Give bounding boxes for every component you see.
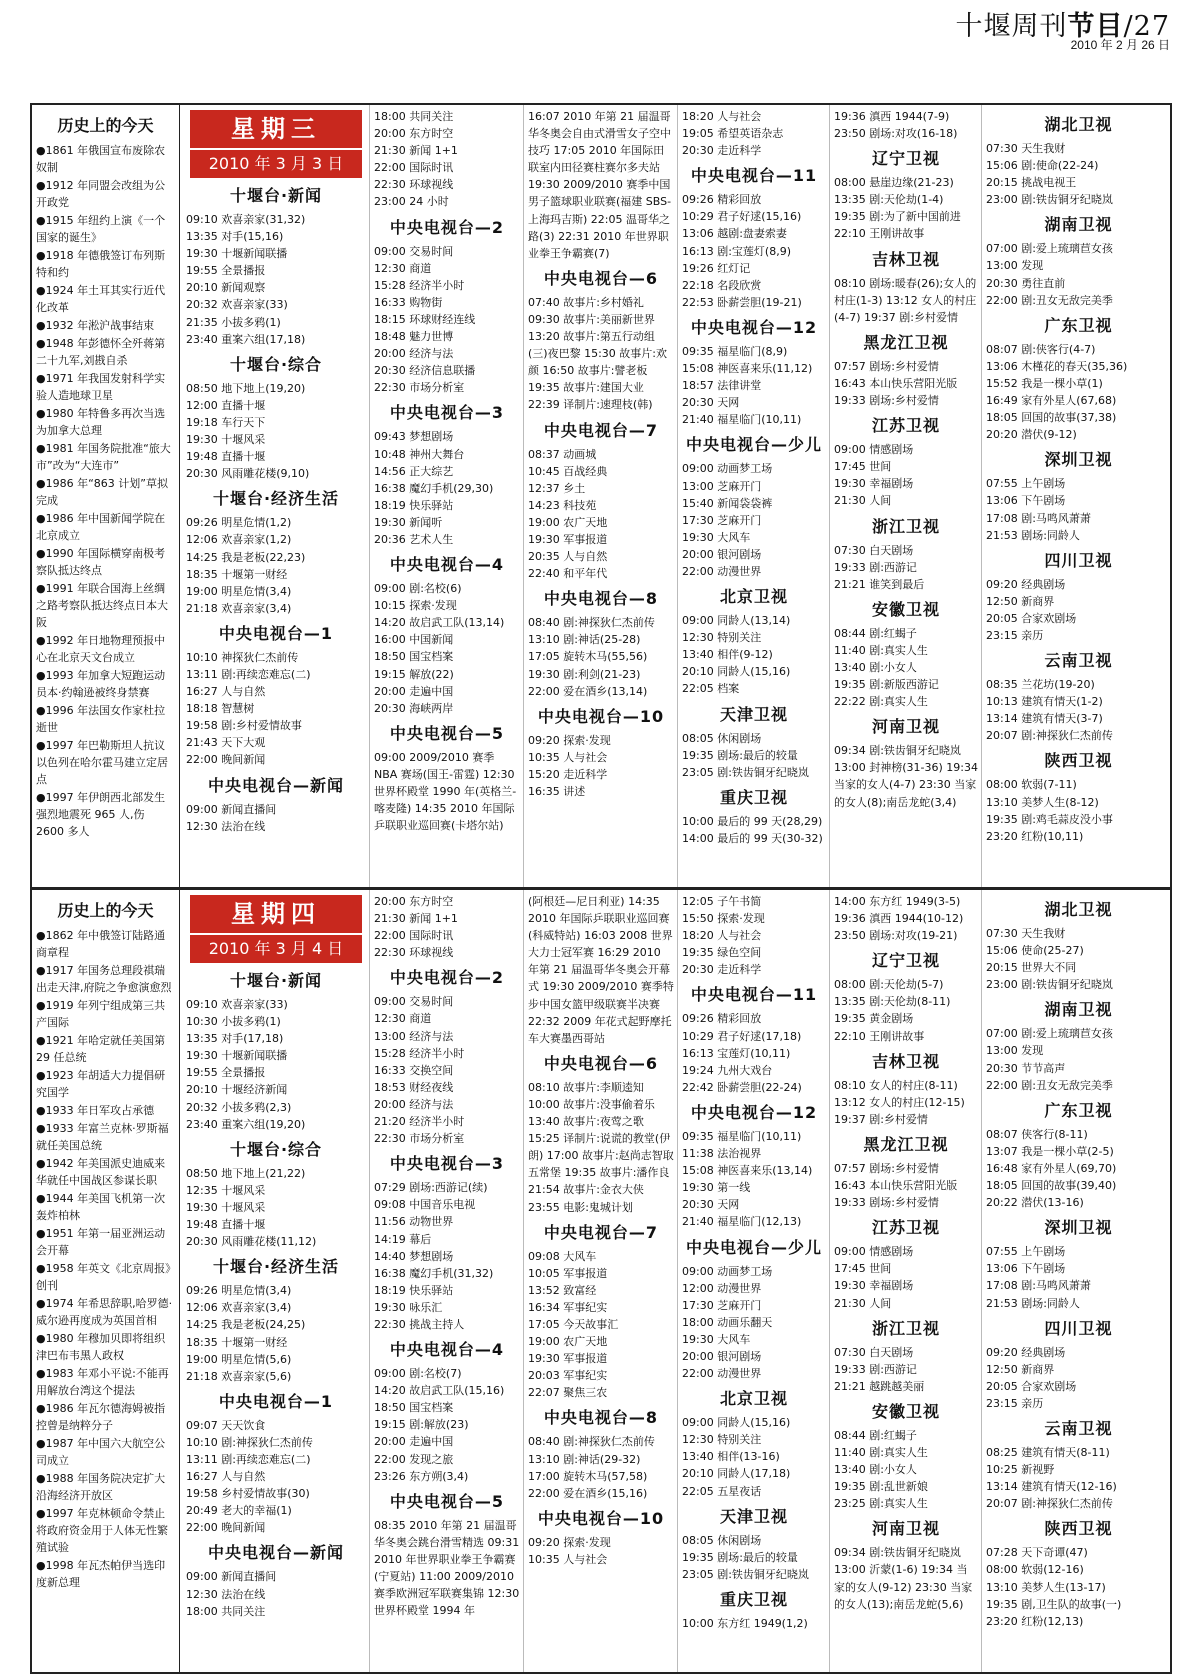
channel-title: 重庆卫视 — [719, 1589, 788, 1609]
day-banner — [190, 110, 362, 178]
program-list: 10:10 神探狄仁杰前传 13:11 剧:再续恋难忘(二) 16:27 人与自然 18:18 智慧树 19:58 剧:乡村爱情故事 21:43 天下大观 22:00 晚间新闻 — [186, 650, 311, 767]
program-list: 09:10 欢喜亲家(33) 10:30 小拔多鸦(1) 13:35 对手(17,18) 19:30 十堰新闻联播 19:55 全景播报 20:10 十堰经济新闻 20:32 小拔多鸦(2,3) 23:40 重案六组(19,20) — [186, 998, 306, 1131]
day-banner — [190, 895, 362, 963]
history-item: ●1912 年同盟会改组为公开政党 — [36, 179, 166, 209]
listing-column — [982, 105, 1172, 887]
program-list: 09:20 探索·发现 10:35 人与社会 15:20 走近科学 16:35 讲述 — [528, 733, 611, 798]
program-list: 18:20 人与社会 19:05 希望英语杂志 20:30 走近科学 — [682, 110, 784, 158]
listing-column — [678, 890, 830, 1672]
channel-title: 中央电视台—5 — [389, 1491, 505, 1511]
channel-title: 陕西卫视 — [1044, 751, 1113, 771]
program-list: 08:05 休闲剧场 19:35 剧场:最后的较量 23:05 剧:铁齿铜牙纪晓岚 — [682, 1533, 809, 1581]
channel-title: 中央电视台—1 — [218, 1391, 334, 1411]
program-list: (阿根廷—尼日利亚) 14:35 2010 年国际乒联职业巡回赛(科威特站) 16:03 2008 世界大力士冠军赛 16:29 2010 年第 21 届温哥华冬奥会开幕式 19:30 2009/2010 赛季特步中国女篮甲级联赛半决赛 22:32 2009 年花式起野摩托车大赛墨西哥站 — [528, 895, 674, 1045]
day-section — [30, 888, 1172, 1674]
channel-title: 安徽卫视 — [871, 1401, 940, 1421]
program-list: 09:10 欢喜亲家(31,32) 13:35 对手(15,16) 19:30 十堰新闻联播 19:55 全景播报 20:10 新闻观察 20:32 欢喜亲家(33) 21:35 小拔多鸦(1) 23:40 重案六组(17,18) — [186, 213, 306, 346]
program-list: 07:00 剧:爱上琉璃苣女孩 13:00 发现 20:30 勇往直前 22:00 剧:丑女无敌完美季 — [986, 242, 1113, 307]
program-list: 12:05 子午书简 15:50 探索·发现 18:20 人与社会 19:35 绿色空间 20:30 走近科学 — [682, 895, 765, 977]
channel-title: 十堰台·经济生活 — [212, 1257, 340, 1277]
program-list: 07:30 白天剧场 19:33 剧:西游记 21:21 谁笑到最后 — [834, 543, 925, 591]
day-date: 2010 年 3 月 4 日 — [208, 939, 344, 958]
channel-title: 中央电视台—6 — [543, 1053, 659, 1073]
history-item: ●1996 年法国女作家杜拉逝世 — [36, 704, 166, 734]
program-list: 14:00 东方红 1949(3-5) 19:36 滇西 1944(10-12) 23:50 剧场:对攻(19-21) — [834, 895, 964, 943]
history-item: ●1990 年国际横穿南极考察队抵达终点 — [36, 547, 166, 577]
channel-title: 云南卫视 — [1044, 651, 1113, 671]
program-list: 09:00 情感剧场 17:45 世间 19:30 幸福剧场 21:30 人间 — [834, 443, 914, 508]
history-item: ●1997 年伊朗西北部发生强烈地震死 965 人,伤 2600 多人 — [36, 791, 166, 838]
program-list: 08:40 剧:神探狄仁杰前传 13:10 剧:神话(29-32) 17:00 旋转木马(57,58) 22:00 爱在酒乡(15,16) — [528, 1435, 655, 1500]
history-item: ●1915 年纽约上演《一个国家的诞生》 — [36, 214, 166, 244]
program-list: 10:00 东方红 1949(1,2) — [682, 1616, 808, 1630]
page-number: /27 — [1123, 11, 1170, 42]
channel-title: 中央电视台—8 — [543, 589, 659, 609]
weekday-label: 星期四 — [190, 895, 362, 935]
channel-title: 中央电视台—1 — [218, 623, 334, 643]
channel-title: 天津卫视 — [719, 1506, 788, 1526]
history-item: ●1992 年日地物理预报中心在北京天文台成立 — [36, 634, 166, 664]
section-name: 节目 — [1067, 11, 1124, 42]
program-list: 09:00 动画梦工场 12:00 动漫世界 17:30 芝麻开门 18:00 动画乐翻天 19:30 大风车 20:00 银河剧场 22:00 动漫世界 — [682, 1264, 773, 1381]
channel-title: 中央电视台—新闻 — [207, 1543, 344, 1563]
channel-title: 十堰台·经济生活 — [212, 489, 340, 509]
history-item: ●1958 年英文《北京周报》创刊 — [36, 1262, 171, 1292]
listing-column — [370, 105, 524, 887]
channel-title: 中央电视台—11 — [690, 985, 818, 1005]
program-list: 08:40 剧:神探狄仁杰前传 13:10 剧:神话(25-28) 17:05 旋转木马(55,56) 19:30 剧:利剑(21-23) 22:00 爱在酒乡(13,14) — [528, 616, 655, 698]
channel-title: 天津卫视 — [719, 704, 788, 724]
history-item: ●1923 年胡适大力提倡研究国学 — [36, 1069, 166, 1099]
program-list: 09:26 明星危情(1,2) 12:06 欢喜亲家(1,2) 14:25 我是老板(22,23) 18:35 十堰第一财经 19:00 明星危情(3,4) 21:18 欢喜亲家(3,4) — [186, 516, 306, 615]
channel-title: 中央电视台—3 — [389, 1154, 505, 1174]
history-item: ●1948 年彭德怀全歼蒋第二十九军,刘戡自杀 — [36, 337, 166, 367]
channel-title: 浙江卫视 — [871, 1318, 940, 1338]
channel-title: 辽宁卫视 — [871, 951, 940, 971]
history-item: ●1987 年中国六大航空公司成立 — [36, 1437, 166, 1467]
program-list: 09:00 交易时间 12:30 商道 15:28 经济半小时 16:33 购物街 18:15 环球财经连线 18:48 魅力世博 20:00 经济与法 20:30 经济信息联播 22:30 市场分析室 — [374, 244, 476, 395]
program-list: 08:05 休闲剧场 19:35 剧场:最后的较量 23:05 剧:铁齿铜牙纪晓岚 — [682, 731, 809, 779]
program-list: 08:00 剧:天伦劫(5-7) 13:35 剧:天伦劫(8-11) 19:35 黄金剧场 22:10 王刚讲故事 — [834, 978, 951, 1043]
program-list: 09:00 剧:名校(7) 14:20 故启武工队(15,16) 18:50 国宝档案 19:15 剧:解放(23) 20:00 走遍中国 22:00 发现之旅 23:26 东方朔(3,4) — [374, 1367, 505, 1483]
history-item: ●1918 年德俄签订布列斯特和约 — [36, 249, 166, 279]
channel-title: 吉林卫视 — [871, 1051, 940, 1071]
program-list: 09:34 剧:铁齿铜牙纪晓岚 13:00 沂蒙(1-6) 19:34 当家的女人(9-12) 23:30 当家的女人(13);南岳龙蛇(5,6) — [834, 1546, 973, 1611]
channel-title: 中央电视台—2 — [389, 968, 505, 988]
channel-title: 河南卫视 — [871, 717, 940, 737]
program-list: 08:10 故事片:李顺逵知 10:00 故事片:没事偷着乐 13:40 故事片:夜莺之歌 15:25 译制片:说谎的教堂(伊朗) 17:00 故事片:赵尚志智取五常堡 19:35 故事片:潘作良 21:54 故事片:金衣大侠 23:55 电影:鬼城计划 — [528, 1080, 674, 1214]
channel-title: 辽宁卫视 — [871, 149, 940, 169]
program-list: 08:37 动画城 10:45 百战经典 12:37 乡土 14:23 科技苑 19:00 农广天地 19:30 军事报道 20:35 人与自然 22:40 和平年代 — [528, 447, 608, 581]
channel-title: 湖南卫视 — [1044, 1000, 1113, 1020]
program-list: 09:20 探索·发现 10:35 人与社会 — [528, 1535, 611, 1566]
history-item: ●1997 年克林顿命令禁止将政府资金用于人体无性繁殖试验 — [36, 1507, 168, 1554]
history-item: ●1993 年加拿大短跑运动员本·约翰逊被终身禁赛 — [36, 669, 166, 699]
listing-column — [830, 890, 982, 1672]
channel-title: 中央电视台—5 — [389, 723, 505, 743]
program-list: 08:35 2010 年第 21 届温哥华冬奥会跳台滑雪精选 09:31 2010 年世界职业拳王争霸赛(宁夏站) 11:00 2009/2010 赛季欧洲冠军联赛集锦 12:30 世界杯殿堂 1994 年 — [374, 1518, 520, 1618]
channel-title: 中央电视台—8 — [543, 1408, 659, 1428]
program-list: 09:26 精彩回放 10:29 君子好逑(17,18) 16:13 宝莲灯(10,11) 19:24 九州大戏台 22:42 卧薪尝胆(22-24) — [682, 1012, 802, 1094]
channel-title: 黑龙江卫视 — [863, 332, 949, 352]
channel-title: 深圳卫视 — [1044, 1218, 1113, 1238]
program-list: 07:57 剧场:乡村爱情 16:43 本山快乐营阳光版 19:33 剧场:乡村爱情 — [834, 1161, 958, 1210]
history-item: ●1932 年淞沪战事结束 — [36, 319, 155, 332]
program-list: 09:20 经典剧场 12:50 新商界 20:05 合家欢剧场 23:15 亲历 — [986, 1345, 1077, 1410]
day-date: 2010 年 3 月 3 日 — [208, 154, 344, 173]
history-item: ●1944 年美国飞机第一次轰炸柏林 — [36, 1192, 166, 1222]
channel-title: 湖北卫视 — [1044, 115, 1113, 134]
history-item: ●1862 年中俄签订陆路通商章程 — [36, 929, 166, 959]
program-list: 09:00 同龄人(13,14) 12:30 特别关注 13:40 相伴(9-12) 20:10 同龄人(15,16) 22:05 档案 — [682, 614, 791, 696]
channel-title: 中央电视台—少儿 — [685, 1237, 822, 1257]
channel-title: 北京卫视 — [719, 1389, 788, 1409]
program-list: 07:55 上午剧场 13:06 下午剧场 17:08 剧:马鸣风萧萧 21:53 剧场:同龄人 — [986, 477, 1091, 542]
program-list: 09:00 2009/2010 赛季 NBA 赛场(国王-雷霆) 12:30 世界杯殿堂 1990 年(英格兰-喀麦隆) 14:35 2010 年国际乒联职业巡回赛(卡塔尔站) — [374, 750, 517, 833]
program-list: 09:07 天天饮食 10:10 剧:神探狄仁杰前传 13:11 剧:再续恋难忘(二) 16:27 人与自然 19:58 乡村爱情故事(30) 20:49 老大的幸福(1) 22:00 晚间新闻 — [186, 1418, 313, 1535]
program-list: 09:00 交易时间 12:30 商道 13:00 经济与法 15:28 经济半小时 16:33 交换空间 18:53 财经夜线 20:00 经济与法 21:20 经济半小时 22:30 市场分析室 — [374, 995, 465, 1146]
channel-title: 中央电视台—2 — [389, 217, 505, 237]
channel-title: 深圳卫视 — [1044, 450, 1113, 470]
channel-title: 十堰台·综合 — [229, 354, 323, 374]
history-title: 历史上的今天 — [57, 116, 154, 135]
listing-column — [182, 105, 370, 887]
channel-title: 中央电视台—12 — [690, 1102, 818, 1122]
channel-title: 江苏卫视 — [871, 416, 940, 436]
history-column — [32, 105, 180, 887]
issue-date: 2010 年 2 月 26 日 — [1070, 38, 1170, 52]
program-list: 09:34 剧:铁齿铜牙纪晓岚 13:00 封神榜(31-36) 19:34 当家的女人(4-7) 23:30 当家的女人(8);南岳龙蛇(3,4) — [834, 744, 978, 809]
channel-title: 广东卫视 — [1044, 315, 1113, 335]
listing-column — [370, 890, 524, 1672]
history-item: ●1998 年瓦杰帕伊当选印度新总理 — [36, 1559, 166, 1589]
history-item: ●1974 年希思辞职,哈罗德·威尔逊再度成为英国首相 — [36, 1297, 173, 1327]
history-item: ●1921 年哈定就任美国第 29 任总统 — [36, 1034, 166, 1064]
channel-title: 四川卫视 — [1044, 1318, 1113, 1338]
history-column — [32, 890, 180, 1672]
listing-column — [524, 105, 678, 887]
channel-title: 中央电视台—少儿 — [685, 435, 822, 455]
program-list: 09:00 新闻直播间 12:30 法治在线 18:00 共同关注 — [186, 1570, 277, 1618]
program-list: 08:25 建筑有情天(8-11) 10:25 新视野 13:14 建筑有情天(12-16) 20:07 剧:神探狄仁杰前传 — [986, 1445, 1117, 1511]
program-list: 09:08 大风车 10:05 军事报道 13:52 致富经 16:34 军事纪实 17:05 今天故事汇 19:00 农广天地 19:30 军事报道 20:03 军事纪实 22:07 聚焦三农 — [528, 1249, 619, 1400]
history-item: ●1933 年富兰克林·罗斯福就任美国总统 — [36, 1122, 169, 1152]
channel-title: 江苏卫视 — [871, 1218, 940, 1238]
channel-title: 陕西卫视 — [1044, 1519, 1113, 1539]
program-list: 08:50 地下地上(21,22) 12:35 十堰风采 19:30 十堰风采 19:48 直播十堰 20:30 风雨雕花楼(11,12) — [186, 1166, 317, 1249]
channel-title: 中央电视台—11 — [690, 166, 818, 186]
channel-title: 中央电视台—4 — [389, 555, 505, 575]
channel-title: 湖南卫视 — [1044, 215, 1113, 235]
channel-title: 重庆卫视 — [719, 787, 788, 807]
program-list: 08:35 兰花坊(19-20) 10:13 建筑有情天(1-2) 13:14 建筑有情天(3-7) 20:07 剧:神探狄仁杰前传 — [986, 678, 1113, 743]
program-list: 07:30 天生我财 15:06 使命(25-27) 20:15 世界大不同 23:00 剧:铁齿铜牙纪晓岚 — [986, 927, 1113, 992]
history-item: ●1986 年中国新闻学院在北京成立 — [36, 512, 166, 542]
channel-title: 吉林卫视 — [871, 249, 940, 269]
history-item: ●1986 年瓦尔德海姆被指控曾是纳粹分子 — [36, 1402, 166, 1432]
program-list: 07:28 天下奇谭(47) 08:00 软弱(12-16) 13:10 美梦人生(13-17) 19:35 剧,卫生队的故事(一) 23:20 红粉(12,13) — [986, 1546, 1122, 1628]
history-item: ●1951 年第一届亚洲运动会开幕 — [36, 1227, 166, 1257]
program-list: 08:00 软弱(7-11) 13:10 美梦人生(8-12) 19:35 剧:鸡毛蒜皮没小事 23:20 红粉(10,11) — [986, 778, 1113, 843]
program-list: 09:35 福星临门(8,9) 15:08 神医喜来乐(11,12) 18:57 法律讲堂 20:30 天网 21:40 福星临门(10,11) — [682, 344, 813, 427]
program-list: 08:44 剧:红蝎子 11:40 剧:真实人生 13:40 剧:小女人 19:35 剧:乱世新娘 23:25 剧:真实人生 — [834, 1428, 928, 1511]
program-list: 08:07 侠客行(8-11) 13:07 我是一棵小草(2-5) 16:48 家有外星人(69,70) 18:05 回国的故事(39,40) 20:22 潜伏(13-16) — [986, 1127, 1117, 1210]
channel-title: 中央电视台—7 — [543, 420, 659, 440]
history-item: ●1981 年国务院批准“旅大市”改为“大连市” — [36, 442, 171, 472]
channel-title: 中央电视台—7 — [543, 1222, 659, 1242]
program-list: 16:07 2010 年第 21 届温哥华冬奥会自由式滑雪女子空中技巧 17:05 2010 年国际田联室内田径赛柱赛尔多夫站 19:30 2009/2010 赛季中国男子篮球职业联赛(福建 SBS-上海玛吉斯) 22:05 温哥华之路(3) 22:31 2010 年世界职业拳王争霸赛(7) — [528, 110, 672, 260]
channel-title: 中央电视台—新闻 — [207, 775, 344, 795]
channel-title: 河南卫视 — [871, 1519, 940, 1539]
program-list: 10:00 最后的 99 天(28,29) 14:00 最后的 99 天(30-32) — [682, 814, 823, 845]
channel-title: 云南卫视 — [1044, 1418, 1113, 1438]
program-list: 08:00 悬崖边缘(21-23) 13:35 剧:天伦劫(1-4) 19:35 剧:为了新中国前进 22:10 王刚讲故事 — [834, 176, 961, 241]
channel-title: 湖北卫视 — [1044, 900, 1113, 919]
history-title: 历史上的今天 — [57, 901, 154, 920]
channel-title: 浙江卫视 — [871, 516, 940, 536]
channel-title: 北京卫视 — [719, 587, 788, 607]
history-item: ●1919 年列宁组成第三共产国际 — [36, 999, 166, 1029]
channel-title: 安徽卫视 — [871, 599, 940, 619]
channel-title: 中央电视台—10 — [537, 1508, 665, 1528]
program-list: 09:00 剧:名校(6) 10:15 探索·发现 14:20 故启武工队(13,14) 16:00 中国新闻 18:50 国宝档案 19:15 解放(22) 20:00 走遍中国 20:30 海峡两岸 — [374, 582, 505, 715]
program-list: 09:26 精彩回放 10:29 君子好逑(15,16) 13:06 越剧:盘妻索妻 16:13 剧:宝莲灯(8,9) 19:26 红灯记 22:18 名段欣赏 22:53 卧薪尝胆(19-21) — [682, 193, 802, 309]
program-list: 08:10 女人的村庄(8-11) 13:12 女人的村庄(12-15) 19:37 剧:乡村爱情 — [834, 1078, 965, 1126]
program-list: 09:35 福星临门(10,11) 11:38 法治视界 15:08 神医喜来乐(13,14) 19:30 第一线 20:30 天网 21:40 福星临门(12,13) — [682, 1129, 813, 1229]
paper-name: 十堰周刊 — [955, 11, 1068, 42]
listing-column — [982, 890, 1172, 1672]
history-item: ●1980 年穆加贝即将组织津巴布韦黑人政权 — [36, 1332, 166, 1362]
program-list: 07:55 上午剧场 13:06 下午剧场 17:08 剧:马鸣风萧萧 21:53 剧场:同龄人 — [986, 1245, 1091, 1310]
program-list: 20:00 东方时空 21:30 新闻 1+1 22:00 国际时讯 22:30 环球视线 — [374, 895, 458, 960]
program-list: 09:00 同龄人(15,16) 12:30 特别关注 13:40 相伴(13-16) 20:10 同龄人(17,18) 22:05 五星夜话 — [682, 1416, 791, 1498]
program-list: 19:36 滇西 1944(7-9) 23:50 剧场:对攻(16-18) — [834, 110, 958, 141]
channel-title: 中央电视台—10 — [537, 706, 665, 726]
history-item: ●1991 年联合国海上丝绸之路考察队抵达终点日本大阪 — [36, 582, 168, 629]
program-list: 09:26 明星危情(3,4) 12:06 欢喜亲家(3,4) 14:25 我是老板(24,25) 18:35 十堰第一财经 19:00 明星危情(5,6) 21:18 欢喜亲家(5,6) — [186, 1284, 306, 1383]
program-list: 18:00 共同关注 20:00 东方时空 21:30 新闻 1+1 22:00 国际时讯 22:30 环球视线 23:00 24 小时 — [374, 110, 458, 209]
history-item: ●1942 年美国派史迪威来华就任中国战区参谋长职 — [36, 1157, 166, 1187]
listing-column — [830, 105, 982, 887]
channel-title: 中央电视台—12 — [690, 317, 818, 337]
program-list: 08:44 剧:红蝎子 11:40 剧:真实人生 13:40 剧:小女人 19:35 剧:新版西游记 22:22 剧:真实人生 — [834, 626, 939, 709]
listing-column — [182, 890, 370, 1672]
program-list: 09:00 动画梦工场 13:00 芝麻开门 15:40 新闻袋袋裤 17:30 芝麻开门 19:30 大风车 20:00 银河剧场 22:00 动漫世界 — [682, 462, 773, 578]
program-list: 09:43 梦想剧场 10:48 神州大舞台 14:56 正大综艺 16:38 魔幻手机(29,30) 18:19 快乐驿站 19:30 新闻听 20:36 艺术人生 — [374, 430, 494, 546]
history-item: ●1988 年国务院决定扩大沿海经济开放区 — [36, 1472, 166, 1502]
channel-title: 广东卫视 — [1044, 1100, 1113, 1120]
history-item: ●1997 年巴勒斯坦人抗议以色列在哈尔霍马建立定居点 — [36, 739, 168, 786]
weekday-label: 星期三 — [190, 110, 362, 150]
program-list: 07:40 故事片:乡村婚礼 09:30 故事片:美丽新世界 13:20 故事片:第五行动组(三)夜巴黎 15:30 故事片:欢颜 16:50 故事片:譬老板 19:35 故事片:建国大业 22:39 译制片:速理枝(韩) — [528, 295, 667, 412]
channel-title: 中央电视台—3 — [389, 403, 505, 423]
history-item: ●1986 年“863 计划”草拟完成 — [36, 477, 168, 507]
history-item: ●1980 年特鲁多再次当选为加拿大总理 — [36, 407, 166, 437]
channel-title: 十堰台·新闻 — [229, 186, 323, 205]
program-list: 07:57 剧场:乡村爱情 16:43 本山快乐营阳光版 19:33 剧场:乡村爱情 — [834, 359, 958, 408]
channel-title: 十堰台·综合 — [229, 1139, 323, 1159]
channel-title: 四川卫视 — [1044, 550, 1113, 570]
program-list: 07:29 剧场:西游记(续) 09:08 中国音乐电视 11:56 动物世界 14:19 幕后 14:40 梦想剧场 16:38 魔幻手机(31,32) 18:19 快乐驿站 19:30 咏乐汇 22:30 挑战主持人 — [374, 1181, 494, 1331]
program-list: 08:10 剧场:暖春(26);女人的村庄(1-3) 13:12 女人的村庄(4-7) 19:37 剧:乡村爱情 — [834, 276, 977, 324]
history-item: ●1971 年我国发射科学实验人造地球卫星 — [36, 372, 166, 402]
program-list: 08:50 地下地上(19,20) 12:00 直播十堰 19:18 车行天下 19:30 十堰风采 19:48 直播十堰 20:30 风雨雕花楼(9,10) — [186, 381, 310, 481]
listing-column — [678, 105, 830, 887]
history-item: ●1933 年日军攻占承德 — [36, 1104, 155, 1117]
history-item: ●1917 年国务总理段祺瑞出走天津,府院之争愈演愈烈 — [36, 964, 172, 994]
program-list: 07:30 白天剧场 19:33 剧:西游记 21:21 越跳越美丽 — [834, 1345, 925, 1393]
program-list: 09:00 情感剧场 17:45 世间 19:30 幸福剧场 21:30 人间 — [834, 1245, 914, 1310]
history-item: ●1924 年土耳其实行近代化改革 — [36, 284, 166, 314]
history-item: ●1861 年俄国宣布废除农奴制 — [36, 144, 166, 174]
channel-title: 中央电视台—6 — [543, 268, 659, 288]
program-list: 07:00 剧:爱上琉璃苣女孩 13:00 发现 20:30 节节高声 22:00 剧:丑女无敌完美季 — [986, 1027, 1113, 1092]
program-list: 08:07 剧:侠客行(4-7) 13:06 木槿花的春天(35,36) 15:52 我是一棵小草(1) 16:49 家有外星人(67,68) 18:05 回国的故事(37,38) 20:20 潜伏(9-12) — [986, 342, 1128, 442]
program-list: 09:20 经典剧场 12:50 新商界 20:05 合家欢剧场 23:15 亲历 — [986, 577, 1077, 642]
channel-title: 中央电视台—4 — [389, 1340, 505, 1360]
channel-title: 黑龙江卫视 — [863, 1134, 949, 1154]
channel-title: 十堰台·新闻 — [229, 971, 323, 990]
day-section — [30, 103, 1172, 889]
listing-column — [524, 890, 678, 1672]
program-list: 07:30 天生我财 15:06 剧:使命(22-24) 20:15 挑战电视王 23:00 剧:铁齿铜牙纪晓岚 — [986, 142, 1113, 207]
history-item: ●1983 年邓小平说:不能再用解放台湾这个提法 — [36, 1367, 169, 1397]
program-list: 09:00 新闻直播间 12:30 法治在线 — [186, 802, 277, 833]
